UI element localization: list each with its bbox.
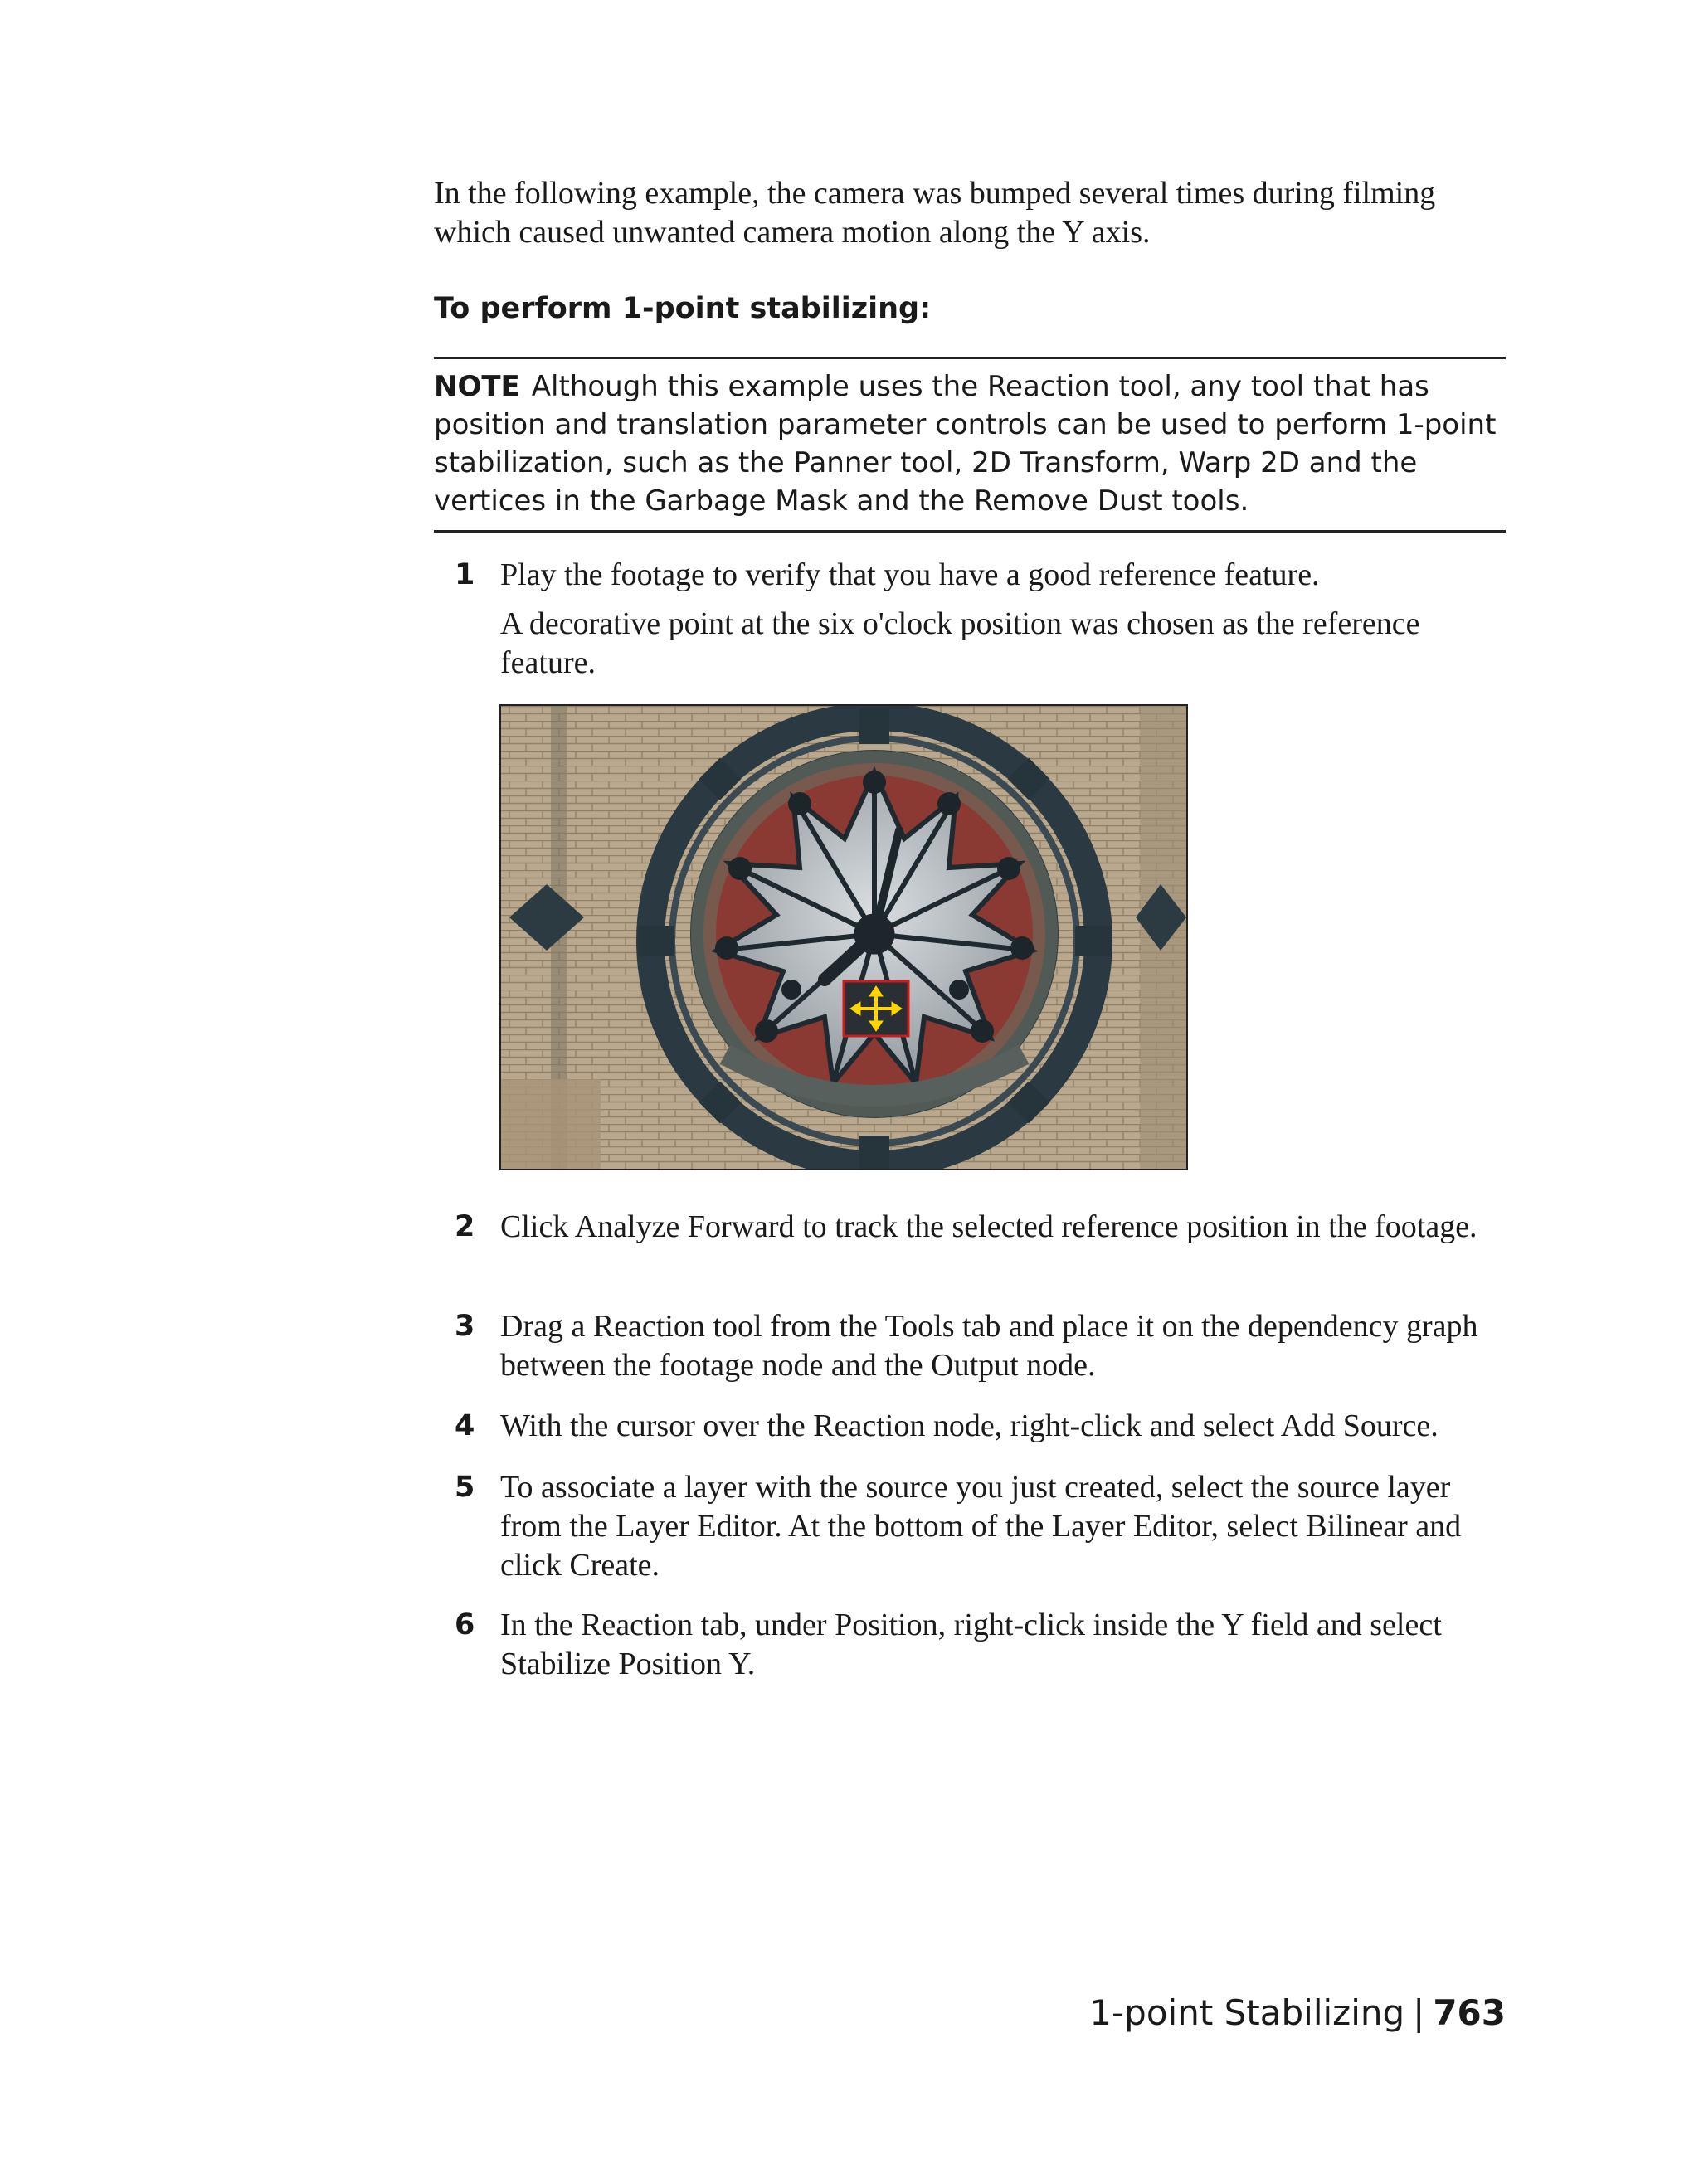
step-text: Play the footage to verify that you have a good reference feature. — [500, 557, 1320, 592]
step-text: With the cursor over the Reaction node, right-click and select Add Source. — [500, 1408, 1439, 1443]
step-note: A decorative point at the six o'clock position was chosen as the reference feature. — [500, 606, 1420, 680]
step-number: 1 — [455, 558, 475, 591]
intro-paragraph: In the following example, the camera was bumped several times during filming which caused unwanted camera motion along the Y axis. — [434, 176, 1436, 250]
clock-window-illustration — [501, 706, 1186, 1169]
step-text: To associate a layer with the source you just created, select the source layer from the Layer Editor. At the bottom of the Layer Editor, select Bilinear and click Create. — [500, 1470, 1462, 1583]
step-text: Click Analyze Forward to track the selected reference position in the footage. — [500, 1209, 1477, 1244]
move-crosshair-icon — [844, 981, 908, 1036]
note-paragraph — [434, 367, 1506, 520]
footer-separator: | — [1413, 1992, 1425, 2033]
footer-section-title: 1-point Stabilizing — [1089, 1992, 1405, 2033]
step-4 — [434, 1407, 1512, 1446]
clock-footage-image — [499, 704, 1188, 1170]
step-text: In the Reaction tab, under Position, right-click inside the Y field and select Stabilize Position Y. — [500, 1608, 1442, 1681]
step-1 — [434, 556, 1512, 683]
procedure-heading: To perform 1-point stabilizing: — [434, 292, 932, 325]
step-number: 2 — [455, 1210, 475, 1243]
step-6 — [434, 1606, 1512, 1684]
step-number: 6 — [455, 1608, 475, 1642]
step-2 — [434, 1208, 1512, 1247]
note-label: NOTE — [434, 370, 520, 403]
page-number: 763 — [1433, 1992, 1506, 2033]
step-text: Drag a Reaction tool from the Tools tab and place it on the dependency graph between the footage node and the Output node. — [500, 1309, 1478, 1383]
step-5 — [434, 1468, 1512, 1585]
step-number: 5 — [455, 1471, 475, 1504]
step-number: 3 — [455, 1310, 475, 1343]
page-footer — [1089, 1992, 1506, 2034]
note-text: Although this example uses the Reaction tool, any tool that has position and translation parameter controls can be used to perform 1-point stabilization, such as the Panner tool, 2D Transform, Warp 2D and the vertices in the Garbage Mask and the Remove Dust tools. — [434, 370, 1497, 518]
step-number: 4 — [455, 1409, 475, 1442]
step-3 — [434, 1307, 1512, 1385]
note-box — [434, 357, 1506, 533]
